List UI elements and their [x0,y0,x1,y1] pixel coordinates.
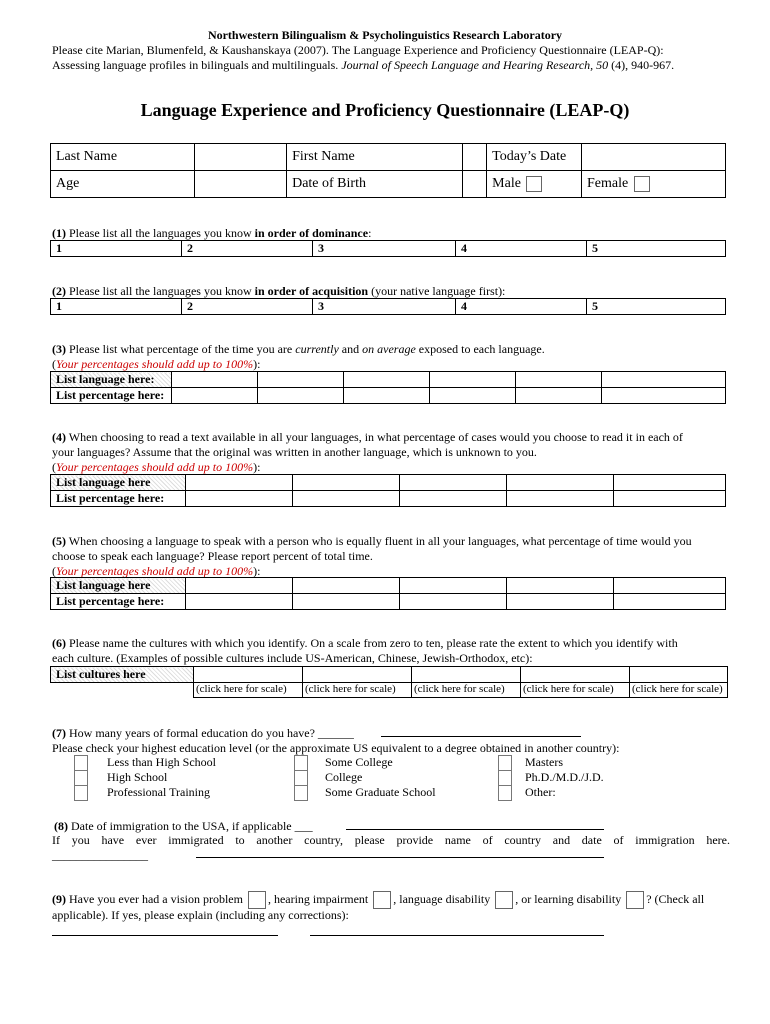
q3-lang-cell[interactable] [258,372,344,388]
edu-label: Some Graduate School [325,785,436,799]
q6-empty-cell [51,683,194,698]
q4-pct-cell[interactable] [293,491,400,507]
citation-journal: Journal of Speech Language and Hearing Research, 50 [341,58,609,72]
dob-label: Date of Birth [287,171,463,198]
edu-professional[interactable] [74,785,210,801]
q9-text [52,891,732,909]
q3-lang-cell[interactable] [172,372,258,388]
q3-warning: Your percentages should add up to 100% [56,357,254,371]
citation-line-1: Please cite Marian, Blumenfeld, & Kaushanskaya (2007). The Language Experience and Proficiency Questionnaire (LEAP-Q): [52,43,664,57]
scale-dropdown[interactable]: (click here for scale) [521,683,630,698]
scale-dropdown[interactable]: (click here for scale) [303,683,412,698]
q3-lang-cell[interactable] [602,372,726,388]
q4-lang-cell[interactable] [400,475,507,491]
q2-prompt: Please list all the languages you know [69,284,255,298]
q5-text: (5) When choosing a language to speak with a person who is equally fluent in all your languages, what percentage of time would you choose to speak each language? Please report percent of total time. (Your percentages should add up to 100%): [52,534,692,578]
scale-dropdown[interactable]: (click here for scale) [630,683,728,698]
q1-lang-4[interactable]: 4 [456,241,587,257]
q8-blank-b[interactable] [196,846,604,862]
q5-table [50,577,726,610]
edu-phd[interactable] [498,770,604,786]
q3-paren-close: ): [253,357,261,371]
q3-italic-a: currently [295,342,339,356]
edu-some-graduate[interactable] [294,785,436,801]
scale-dropdown[interactable]: (click here for scale) [412,683,521,698]
q6-culture-cell[interactable] [303,667,412,683]
q5-line-1: When choosing a language to speak with a person who is equally fluent in all your languages, what percentage of time would you [68,534,692,548]
hearing-checkbox[interactable] [373,891,391,909]
q5-warning: Your percentages should add up to 100% [56,564,254,578]
edu-masters[interactable] [498,755,563,771]
q5-lang-cell[interactable] [400,578,507,594]
edu-checkbox[interactable] [498,755,512,771]
q4-lang-cell[interactable] [614,475,726,491]
q8-blank[interactable] [346,818,604,830]
edu-checkbox[interactable] [294,770,308,786]
q9-check-all: ? (Check all [646,891,705,906]
q5-lang-cell[interactable] [293,578,400,594]
age-label: Age [51,171,195,198]
q5-pct-cell[interactable] [293,594,400,610]
q5-pct-cell[interactable] [186,594,293,610]
dob-input[interactable] [462,171,486,198]
edu-label: Less than High School [107,755,216,769]
q7-text [52,725,732,756]
q3-lang-cell[interactable] [344,372,430,388]
q4-line-1: When choosing to read a text available in all your languages, in what percentage of cases would you choose to read it in each of [68,430,683,444]
q6-row1-label: List cultures here [51,667,194,683]
male-checkbox[interactable] [526,176,542,192]
edu-checkbox[interactable] [294,785,308,801]
q1-lang-2[interactable]: 2 [182,241,313,257]
q6-number: (6) [52,636,66,650]
edu-other[interactable] [498,785,556,801]
personal-info-table [50,143,726,198]
q2-table [50,298,726,315]
edu-some-college[interactable] [294,755,393,771]
q3-pct-cell[interactable] [602,388,726,404]
q8-prompt: Date of immigration to the USA, if applicable ___ [71,819,313,833]
edu-checkbox[interactable] [74,785,88,801]
q3-italic-b: on average [362,342,416,356]
edu-label: Some College [325,755,393,769]
q7-line-2: Please check your highest education level (or the approximate US equivalent to a degree obtained in another country): [52,741,620,755]
q6-line-1: Please name the cultures with which you identify. On a scale from zero to ten, please rate the extent to which you identify with [69,636,678,650]
edu-checkbox[interactable] [294,755,308,771]
q5-lang-cell[interactable] [614,578,726,594]
q4-pct-cell[interactable] [186,491,293,507]
q4-number: (4) [52,430,66,444]
q9-blank-a[interactable] [52,924,278,940]
q4-lang-cell[interactable] [293,475,400,491]
male-label: Male [492,176,521,192]
vision-checkbox[interactable] [248,891,266,909]
learning-disability-checkbox[interactable] [626,891,644,909]
edu-label: Ph.D./M.D./J.D. [525,770,604,784]
q3-lang-cell[interactable] [430,372,516,388]
q2-text [52,284,505,299]
q4-warning: Your percentages should add up to 100% [56,460,254,474]
q3-prompt-c: exposed to each language. [415,342,545,356]
q7-number: (7) [52,726,66,740]
q2-lang-5[interactable]: 5 [587,299,726,315]
q1-end: : [368,226,372,240]
edu-checkbox[interactable] [74,755,88,771]
q5-row2-label: List percentage here: [51,594,186,610]
q3-table [50,371,726,404]
q5-number: (5) [52,534,66,548]
q1-lang-5[interactable]: 5 [587,241,726,257]
q4-pct-cell[interactable] [507,491,614,507]
edu-label: High School [107,770,168,784]
q4-text: (4) When choosing to read a text available in all your languages, in what percentage of cases would you choose to read it in each of your languages? Assume that the original was written in another language, which is unknown to you. (Your percentages should add up to 100%): [52,430,683,474]
q8-blank-a[interactable]: ________________ [52,848,148,862]
first-name-input[interactable] [462,144,486,171]
q1-lang-1[interactable]: 1 [51,241,182,257]
q3-row1-label: List language here: [51,372,172,388]
q6-culture-cell[interactable] [521,667,630,683]
lab-name: Northwestern Bilingualism & Psycholinguistics Research Laboratory [207,28,563,42]
q5-row1-label: List language here [51,578,186,594]
q3-prompt-a: Please list what percentage of the time you are [69,342,296,356]
q1-number: (1) [52,226,66,240]
q8-text [54,818,604,834]
q1-text [52,226,371,241]
q2-end: (your native language first): [368,284,506,298]
q3-paren-open: ( [52,357,56,371]
q4-row2-label: List percentage here: [51,491,186,507]
q6-culture-cell[interactable] [412,667,521,683]
q4-lang-cell[interactable] [507,475,614,491]
citation-issue: (4), 940-967. [611,58,675,72]
q9-number: (9) [52,891,66,906]
edu-checkbox[interactable] [498,770,512,786]
q1-prompt: Please list all the languages you know [69,226,255,240]
female-cell [581,171,725,198]
female-label: Female [586,176,629,192]
q8-line-2: If you have ever immigrated to another country, please provide name of country and date of immigration here. [52,833,730,847]
q4-lang-cell[interactable] [186,475,293,491]
edu-label: Masters [525,755,563,769]
male-cell [487,171,582,198]
last-name-label: Last Name [51,144,195,171]
q3-row2-label: List percentage here: [51,388,172,404]
todays-date-input[interactable] [581,144,725,171]
q4-row1-label: List language here [51,475,186,491]
edu-checkbox[interactable] [498,785,512,801]
q9-blank-b[interactable] [310,924,604,940]
q3-pct-cell[interactable] [516,388,602,404]
edu-label: College [325,770,363,784]
q2-lang-3[interactable]: 3 [313,299,456,315]
edu-less-than-hs[interactable] [74,755,216,771]
q2-lang-1[interactable]: 1 [51,299,182,315]
edu-label: Other: [525,785,556,799]
q6-culture-cell[interactable] [194,667,303,683]
q3-pct-cell[interactable] [172,388,258,404]
edu-college[interactable] [294,770,362,786]
q1-table [50,240,726,257]
q9-vision-label: Have you ever had a vision problem [69,891,243,906]
q1-lang-3[interactable]: 3 [313,241,456,257]
age-input[interactable] [194,171,287,198]
edu-high-school[interactable] [74,770,167,786]
q3-pct-cell[interactable] [430,388,516,404]
q6-line-2: each culture. (Examples of possible cultures include US-American, Chinese, Jewish-Orthodox, etc): [52,651,533,665]
q5-lang-cell[interactable] [507,578,614,594]
q4-table [50,474,726,507]
q5-line-2: choose to speak each language? Please report percent of total time. [52,549,373,563]
citation-line-2: Assessing language profiles in bilinguals and multilinguals. [52,58,339,72]
q3-pct-cell[interactable] [344,388,430,404]
q3-prompt-b: and [338,342,363,356]
q4-pct-cell[interactable] [400,491,507,507]
q8-number: (8) [54,819,68,833]
q3-text [52,342,545,372]
q7-blank[interactable] [381,725,581,737]
q9-language-label: , language disability [393,891,491,906]
q4-pct-cell[interactable] [614,491,726,507]
q2-number: (2) [52,284,66,298]
q2-bold: in order of acquisition [254,284,369,298]
q5-lang-cell[interactable] [186,578,293,594]
q9-line-2: applicable). If yes, please explain (including any corrections): [52,908,349,922]
q2-lang-2[interactable]: 2 [182,299,313,315]
q6-text [52,636,732,666]
q5-pct-cell[interactable] [614,594,726,610]
language-disability-checkbox[interactable] [495,891,513,909]
scale-dropdown[interactable]: (click here for scale) [194,683,303,698]
q5-pct-cell[interactable] [507,594,614,610]
edu-checkbox[interactable] [74,770,88,786]
q6-table [50,666,728,698]
q7-prompt: How many years of formal education do you have? ______ [69,726,354,740]
edu-label: Professional Training [107,785,211,799]
q2-lang-4[interactable]: 4 [456,299,587,315]
first-name-label: First Name [287,144,463,171]
q9-learning-label: , or learning disability [515,891,622,906]
q1-bold: in order of dominance [254,226,369,240]
q3-number: (3) [52,342,66,356]
last-name-input[interactable] [194,144,287,171]
q6-culture-cell[interactable] [630,667,728,683]
q5-pct-cell[interactable] [400,594,507,610]
female-checkbox[interactable] [634,176,650,192]
q9-hearing-label: , hearing impairment [267,891,369,906]
todays-date-label: Today’s Date [487,144,582,171]
q4-line-2: your languages? Assume that the original was written in another language, which is unknown to you. [52,445,537,459]
q3-pct-cell[interactable] [258,388,344,404]
q3-lang-cell[interactable] [516,372,602,388]
citation [52,43,732,73]
page-title: Language Experience and Proficiency Questionnaire (LEAP-Q) [140,100,630,120]
